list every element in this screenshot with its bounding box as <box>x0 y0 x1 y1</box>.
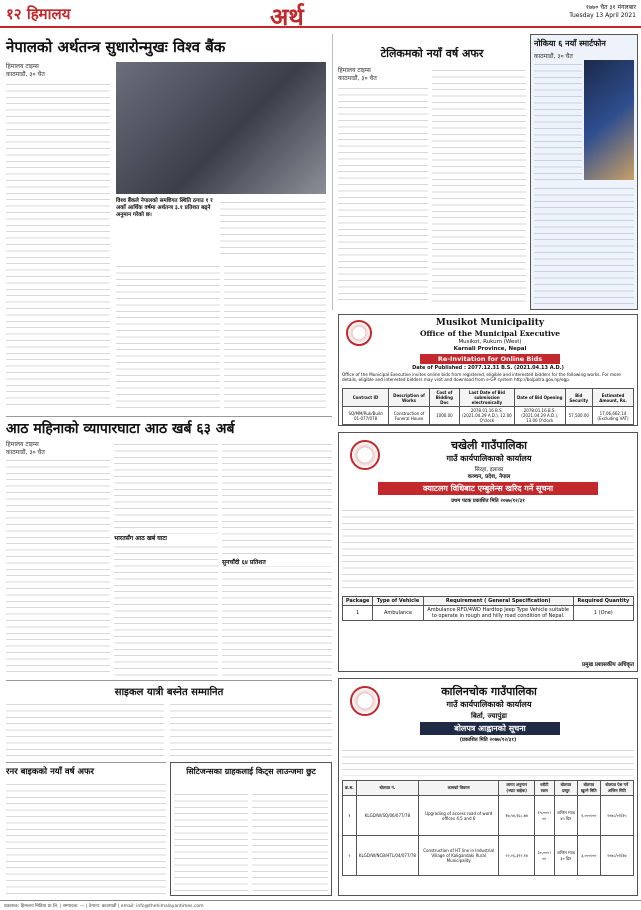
musikot-body: Office of the Municipal Executive invites online bids from registered, eligible and interested bidders for the following works. For more details, eligible and interested bidders may visit and download from e-GP system http://bolpatra.gov.np/egp. <box>342 372 621 383</box>
trade-body-col1 <box>6 456 110 676</box>
musikot-office: Office of the Municipal Executive <box>419 329 561 338</box>
table-cell: KLGD/W/NCB/HTL/04/077/78 <box>356 836 418 876</box>
table-header: क्र.स. <box>343 781 357 796</box>
table-cell: २ <box>343 836 357 876</box>
table-header: Required Quantity <box>573 597 633 606</box>
table-cell: १७,५४,१६८.७४ <box>499 796 534 836</box>
table-header: Estimated Amount, Rs. <box>592 389 633 407</box>
table-cell: २०७८/०१/१५ <box>600 796 633 836</box>
cyclist-headline: साइकल यात्री बस्नेत सम्मानित <box>114 687 224 698</box>
kalinchowk-org: कालिनचोक गाउँपालिका <box>441 685 537 698</box>
trade-byline-place: काठमाडौं, ३० चैत <box>6 449 45 456</box>
table-cell: ३,०००।०० <box>577 836 600 876</box>
table-cell: अन्तिम म्याद ३० दिन <box>554 836 577 876</box>
kalinchowk-title: बोलपत्र आह्वानको सूचना <box>420 722 560 735</box>
chaukhi-signoff: प्रमुख प्रशासकीय अधिकृत <box>582 662 634 668</box>
table-cell: १५,०००।०० <box>534 796 554 836</box>
table-header-row <box>343 597 634 606</box>
musikot-org: Musikot Municipality <box>435 318 545 328</box>
table-cell: २२,०६,३९२.१४ <box>499 836 534 876</box>
table-header-row <box>343 389 634 407</box>
trade-body-col2 <box>114 440 218 676</box>
chaukhi-office: गाउँ कार्यपालिकाको कार्यालय <box>446 453 532 463</box>
runner-body <box>6 780 166 896</box>
table-cell: १ <box>343 796 357 836</box>
table-header: बोलपत्र नं. <box>356 781 418 796</box>
date-english: Tuesday 13 April 2021 <box>569 12 636 19</box>
divider <box>332 34 333 310</box>
kalinchowk-table <box>342 780 634 876</box>
table-cell: Construction of Funeral House <box>389 407 430 425</box>
table-cell: 1000.00 <box>429 407 459 425</box>
table-cell: २०७८/०१/१७ <box>600 836 633 876</box>
nokia-byline: काठमाडौं, ३० चैत <box>534 53 573 60</box>
section-title: अर्थ <box>270 2 304 31</box>
table-cell: Ambulance RFD/4WD Hardtop Jeep Type Vehicle suitable to operate in rough and hilly road condition of Nepal. <box>423 606 573 621</box>
date-nepali: १७७० चैत ३१ मंगलबार <box>585 4 636 11</box>
table-cell: 2078.01.16 B.S. (2021.04.29 A.D.), 13.00 O'clock <box>514 407 565 425</box>
divider <box>6 680 332 681</box>
lead-body-col1 <box>6 80 110 410</box>
masthead-title: १२ हिमालय <box>6 5 71 23</box>
nokia-body-col2 <box>534 184 634 306</box>
table-header: Cost of Bidding Doc <box>429 389 459 407</box>
table-header: Type of Vehicle <box>373 597 423 606</box>
table-header: Package <box>343 597 373 606</box>
chaukhi-location: सिरहा, इलाका <box>474 467 504 473</box>
kalinchowk-body <box>342 746 634 776</box>
trade-subhead-2: सुनचाँदी ६४ प्रतिशत <box>222 558 332 566</box>
lead-body-col3a <box>220 198 326 258</box>
chaukhi-location2: कञ्चन, प्रदेश, नेपाल <box>467 474 511 480</box>
nokia-headline: नोकिया ६ नयाँ स्मार्टफोन <box>534 38 606 48</box>
trade-headline: आठ महिनाको व्यापारघाटा आठ खर्ब ६३ अर्ब <box>6 421 235 437</box>
lead-byline <box>6 62 45 78</box>
trade-subhead-1: भारतसँग आठ खर्ब घाटा <box>114 534 218 542</box>
chaukhi-title: क्याटलग विधिबाट एम्बुलेन्स खरिद गर्ने सूचना <box>378 482 598 495</box>
table-header: बोलपत्र खुल्ने मिति <box>577 781 600 796</box>
musikot-date: Date of Published : 2077.12.31 B.S. (2021.04.13 A.D.) <box>412 365 564 371</box>
lead-byline-source: हिमालय टाइम्स <box>6 63 39 70</box>
table-header: Requirement ( General Specification) <box>423 597 573 606</box>
chaukhi-body <box>342 506 634 592</box>
table-cell: Construction of HT line in Industrial Village of Kaligandaki Rural Municipality <box>418 836 498 876</box>
nepal-emblem-icon <box>350 440 380 470</box>
table-cell: 2078.01.16 B.S. (2021.04.29 A.D.), 12.00 O'clock <box>459 407 514 425</box>
table-cell: 1 <box>343 606 373 621</box>
table-header: Description of Works <box>389 389 430 407</box>
musikot-location1: Musikot, Rukum (West) <box>458 339 522 345</box>
lead-body-col3 <box>224 262 326 410</box>
telecom-body-col2 <box>432 66 526 304</box>
table-cell: 57,500.00 <box>565 407 592 425</box>
lead-photo <box>116 62 326 194</box>
cyclist-body-col1 <box>6 700 164 758</box>
lead-headline: नेपालको अर्थतन्त्र सुधारोन्मुखः विश्व बैंक <box>6 38 226 56</box>
page-footer: प्रकाशक: हिमालय मिडिया प्रा.लि. | सम्पादक: — | ठेगाना: काठमाडौं | email: info@thehimalayantimes.com <box>0 900 641 910</box>
kalinchowk-office: गाउँ कार्यपालिकाको कार्यालय <box>446 699 532 709</box>
table-row <box>343 407 634 425</box>
kalinchowk-date: (प्रकाशित मिति २०७७/१२/३१) <box>459 737 517 743</box>
table-header: Bid Security <box>565 389 592 407</box>
divider <box>6 416 332 417</box>
table-cell: SQ/MM/Ruk/Build 01-077/078 <box>343 407 389 425</box>
telecom-headline: टेलिकमको नयाँ वर्ष अफर <box>380 47 484 60</box>
table-header: कामको विवरण <box>418 781 498 796</box>
telecom-byline-place: काठमाडौं, ३० चैत <box>338 75 377 82</box>
cyclist-body-col2 <box>170 700 332 758</box>
nokia-body-col1 <box>534 60 582 180</box>
lead-byline-place: काठमाडौं, ३० चैत <box>6 71 45 78</box>
musikot-table <box>342 388 634 425</box>
runner-headline: रनर बाइकको नयाँ वर्ष अफर <box>6 767 95 777</box>
masthead-date <box>560 4 636 20</box>
table-header: बोलपत्र दस्तुर <box>554 781 577 796</box>
chaukhi-org: चखेली गाउँपालिका <box>451 439 527 452</box>
table-header-row <box>343 781 634 796</box>
lead-body-col2 <box>116 262 220 410</box>
table-cell: 1 (One) <box>573 606 633 621</box>
table-header: धरौटी रकम <box>534 781 554 796</box>
table-cell: अन्तिम म्याद ४५ दिन <box>554 796 577 836</box>
citizens-body-col1 <box>174 790 248 892</box>
kalinchowk-location: बिर्ता, ज्यापुंडा <box>471 711 507 720</box>
table-cell: ३०,०००।०० <box>534 836 554 876</box>
chaukhi-date: प्रथम पटक प्रकाशित मिति २०७७/१२/३१ <box>451 498 525 504</box>
musikot-location2: Karnali Province, Nepal <box>453 346 527 352</box>
nokia-phone-photo <box>584 60 634 180</box>
table-header: Contract ID <box>343 389 389 407</box>
table-cell: 17,06,662.14 (Excluding VAT) <box>592 407 633 425</box>
table-row <box>343 796 634 836</box>
table-cell: Ambulance <box>373 606 423 621</box>
telecom-body-col1 <box>338 84 428 304</box>
citizens-body-col2 <box>252 790 328 892</box>
citizens-headline: सिटिजन्सका ग्राहकलाई किट्स लाउन्जमा छुट <box>186 766 316 776</box>
masthead-bar <box>0 0 641 28</box>
nepal-emblem-icon <box>346 320 372 346</box>
table-cell: KLGD/W/SQ/06/077/78 <box>356 796 418 836</box>
table-cell: १,०००।०० <box>577 796 600 836</box>
trade-byline <box>6 440 45 456</box>
table-header: Last Date of Bid submission electronically <box>459 389 514 407</box>
table-header: लागत अनुमान (भ्याट बाहेक) <box>499 781 534 796</box>
table-header: Date of Bid Opening <box>514 389 565 407</box>
table-row <box>343 836 634 876</box>
chaukhi-table <box>342 596 634 621</box>
telecom-byline-source: हिमालय टाइम्स <box>338 67 371 74</box>
telecom-byline <box>338 66 377 82</box>
trade-byline-source: हिमालय टाइम्स <box>6 441 39 448</box>
table-header: बोलपत्र पेश गर्ने अन्तिम मिति <box>600 781 633 796</box>
nepal-emblem-icon <box>350 686 380 716</box>
lead-pull-quote: विश्व बैंकले नेपालको समष्टिगत स्थिति ठगाउ १ र अर्को आर्थिक वर्षमा अर्थतन्त्र ३.१ प्रतिशत बढ्ने अनुमान गरेको छ। <box>116 198 213 218</box>
table-row <box>343 606 634 621</box>
musikot-title: Re-Invitation for Online Bids <box>420 354 560 364</box>
divider <box>6 762 166 763</box>
table-cell: Upgrading of access road of ward offices 4,5 and 6 <box>418 796 498 836</box>
